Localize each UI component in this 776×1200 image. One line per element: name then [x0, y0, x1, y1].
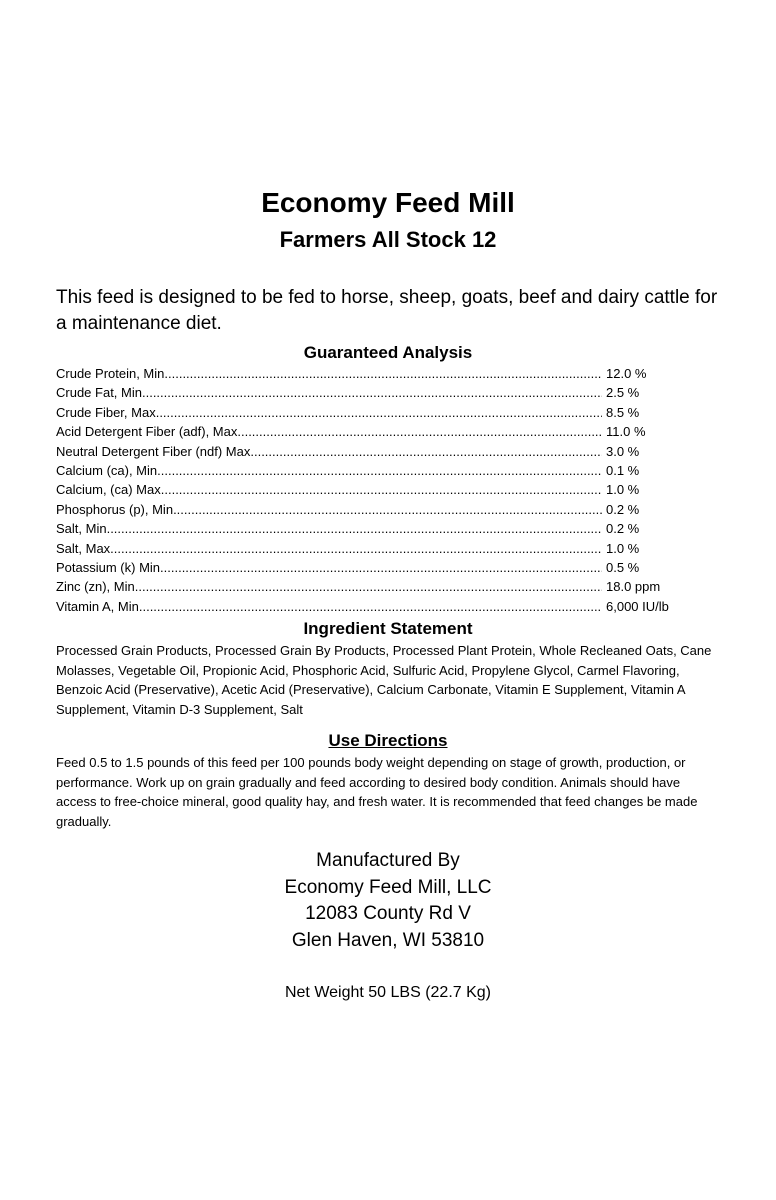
analysis-value: 0.2 %: [606, 501, 640, 517]
manufacturer-company: Economy Feed Mill, LLC: [284, 876, 492, 898]
guaranteed-analysis-list: [56, 364, 716, 616]
analysis-value: 1.0 %: [606, 482, 640, 498]
manufacturer-label: Manufactured By: [316, 850, 460, 871]
analysis-name: Salt, Max.: [56, 540, 114, 556]
analysis-name: Acid Detergent Fiber (adf), Max: [56, 424, 238, 440]
manufacturer-block: [0, 848, 776, 954]
leader-dots: [250, 442, 602, 461]
leader-dots: [164, 558, 602, 577]
analysis-value: 12.0 %: [606, 366, 647, 381]
leader-dots: [135, 577, 602, 596]
leader-dots: [173, 500, 602, 519]
analysis-value: 1.0 %: [606, 540, 640, 556]
analysis-value: 11.0 %: [606, 424, 646, 440]
analysis-name: Neutral Detergent Fiber (ndf) Max: [56, 443, 251, 459]
analysis-row: [56, 403, 716, 422]
analysis-name: Zinc (zn), Min: [56, 579, 135, 595]
analysis-row: [56, 597, 716, 616]
analysis-name: Crude Protein, Min.: [56, 366, 168, 381]
manufacturer-street: 12083 County Rd V: [305, 903, 471, 924]
ingredient-statement-text: Processed Grain Products, Processed Grain By Products, Processed Plant Protein, Whole Recleaned Oats, Cane Molasses, Vegetable Oil, Propionic Acid, Phosphoric Acid, Sulfuric Acid, Propylene Glycol, Carmel Flavoring, Benzoic Acid (Preservative), Acetic Acid (Preservative), Calcium Carbonate, Vitamin E Supplement, Vitamin A Supplement, Vitamin D-3 Supplement, Salt: [56, 643, 712, 717]
intro-text: This feed is designed to be fed to horse, sheep, goats, beef and dairy cattle for a maintenance diet.: [56, 287, 718, 334]
analysis-value: 8.5 %: [606, 404, 640, 420]
analysis-row: [56, 519, 716, 538]
leader-dots: [161, 480, 602, 499]
leader-dots: [114, 539, 602, 558]
use-directions-text: Feed 0.5 to 1.5 pounds of this feed per 100 pounds body weight depending on stage of growth, production, or performance. Work up on grain gradually and feed according to desired body condition. Animals should have access to free-choice mineral, good quality hay, and fresh water. It is recommended that feed changes be made gradually.: [56, 755, 698, 829]
leader-dots: [237, 422, 602, 441]
leader-dots: [156, 403, 602, 422]
analysis-value: 0.1 %: [606, 462, 640, 478]
analysis-row: [56, 461, 716, 480]
leader-dots: [139, 597, 602, 616]
analysis-row: [56, 364, 716, 383]
analysis-value: 18.0 ppm: [606, 579, 661, 595]
leader-dots: [161, 461, 602, 480]
analysis-name: Potassium (k) Min.: [56, 559, 164, 575]
analysis-row: [56, 500, 716, 519]
analysis-row: [56, 577, 716, 596]
analysis-row: [56, 480, 716, 499]
page-title: Economy Feed Mill: [261, 187, 515, 218]
leader-dots: [142, 383, 602, 402]
analysis-row: [56, 558, 716, 577]
analysis-row: [56, 383, 716, 402]
analysis-value: 0.5 %: [606, 559, 640, 575]
analysis-value: 6,000 IU/lb: [606, 598, 669, 614]
use-directions-heading: Use Directions: [328, 731, 448, 750]
analysis-name: Crude Fat, Min: [56, 385, 142, 401]
analysis-row: [56, 422, 716, 441]
analysis-row: [56, 539, 716, 558]
manufacturer-city: Glen Haven, WI 53810: [291, 929, 485, 951]
analysis-name: Vitamin A, Min: [56, 598, 139, 614]
net-weight: Net Weight 50 LBS (22.7 Kg): [284, 984, 492, 1001]
leader-dots: [107, 519, 602, 538]
analysis-name: Salt, Min: [56, 521, 107, 537]
analysis-name: Calcium (ca), Min.: [56, 462, 161, 478]
analysis-name: Calcium, (ca) Max: [56, 482, 161, 498]
leader-dots: [168, 364, 602, 383]
analysis-name: Phosphorus (p), Min: [56, 501, 174, 517]
analysis-value: 0.2 %: [606, 521, 640, 537]
analysis-row: [56, 442, 716, 461]
analysis-value: 3.0 %: [606, 443, 640, 459]
product-name: Farmers All Stock 12: [279, 227, 497, 252]
ingredient-statement-heading: Ingredient Statement: [303, 619, 473, 638]
guaranteed-analysis-heading: Guaranteed Analysis: [303, 343, 473, 362]
analysis-value: 2.5 %: [606, 385, 640, 401]
analysis-name: Crude Fiber, Max: [56, 404, 156, 420]
